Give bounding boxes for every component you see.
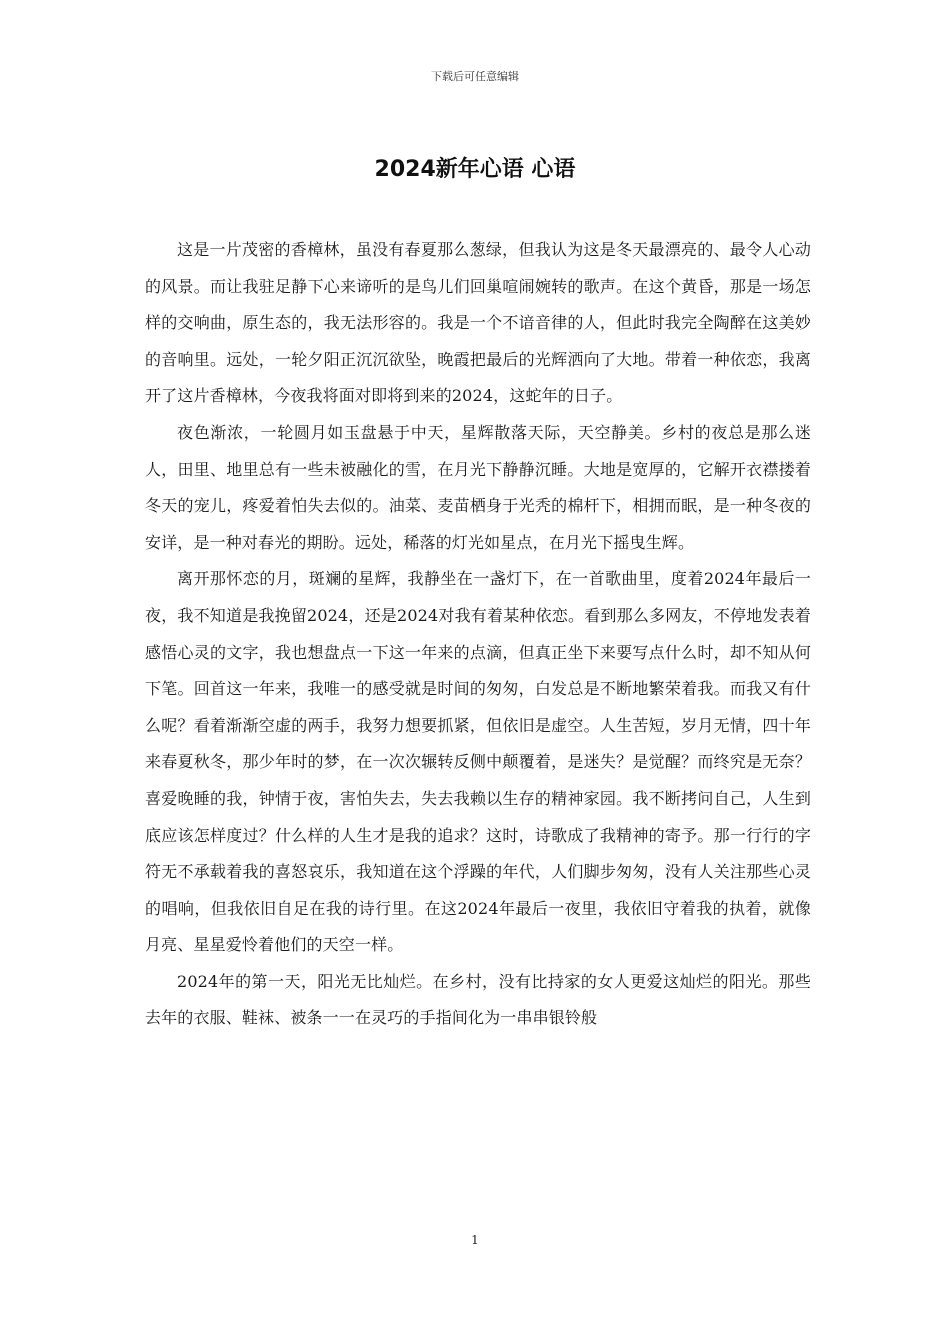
page-number: 1 (471, 1233, 479, 1247)
header-note: 下载后可任意编辑 (431, 70, 519, 83)
paragraph-4: 2024年的第一天，阳光无比灿烂。在乡村，没有比持家的女人更爱这灿烂的阳光。那些去年的衣服、鞋袜、被条一一在灵巧的手指间化为一串串银铃般 (145, 971, 811, 1028)
paragraph-2: 夜色渐浓，一轮圆月如玉盘悬于中天，星辉散落天际，天空静美。乡村的夜总是那么迷人，田里、地里总有一些未被融化的雪，在月光下静静沉睡。大地是宽厚的，它解开衣襟搂着冬天的宠儿，疼爱着怕失去似的。油菜、麦苗栖身于光秃的棉杆下，相拥而眠，是一种冬夜的安详，是一种对春光的期盼。远处，稀落的灯光如星点，在月光下摇曳生辉。 (145, 422, 811, 552)
document-title: 2024新年心语 心语 (374, 157, 576, 182)
paragraph-1: 这是一片茂密的香樟林，虽没有春夏那么葱绿，但我认为这是冬天最漂亮的、最令人心动的风景。而让我驻足静下心来谛听的是鸟儿们回巢喧闹婉转的歌声。在这个黄昏，那是一场怎样的交响曲，原生态的，我无法形容的。我是一个不谙音律的人，但此时我完全陶醉在这美妙的音响里。远处，一轮夕阳正沉沉欲坠，晚霞把最后的光辉洒向了大地。带着一种依恋，我离开了这片香樟林，今夜我将面对即将到来的2024，这蛇年的日子。 (145, 240, 811, 406)
paragraph-3: 离开那怀恋的月，斑斓的星辉，我静坐在一盏灯下，在一首歌曲里，度着2024年最后一夜，我不知道是我挽留2024，还是2024对我有着某种依恋。看到那么多网友，不停地发表着感悟心灵的文字，我也想盘点一下这一年来的点滴，但真正坐下来要写点什么时，却不知从何下笔。回首这一年来，我唯一的感受就是时间的匆匆，白发总是不断地繁荣着我。而我又有什么呢？看着渐渐空虚的两手，我努力想要抓紧，但依旧是虚空。人生苦短，岁月无情，四十年来春夏秋冬，那少年时的梦，在一次次辗转反侧中颠覆着，是迷失？是觉醒？而终究是无奈？喜爱晚睡的我，钟情于夜，害怕失去，失去我赖以生存的精神家园。我不断拷问自己，人生到底应该怎样度过？什么样的人生才是我的追求？这时，诗歌成了我精神的寄予。那一行行的字符无不承载着我的喜怒哀乐，我知道在这个浮躁的年代，人们脚步匆匆，没有人关注那些心灵的唱响，但我依旧自足在我的诗行里。在这2024年最后一夜里，我依旧守着我的执着，就像月亮、星星爱怜着他们的天空一样。 (145, 569, 811, 955)
document-body (145, 232, 811, 1037)
